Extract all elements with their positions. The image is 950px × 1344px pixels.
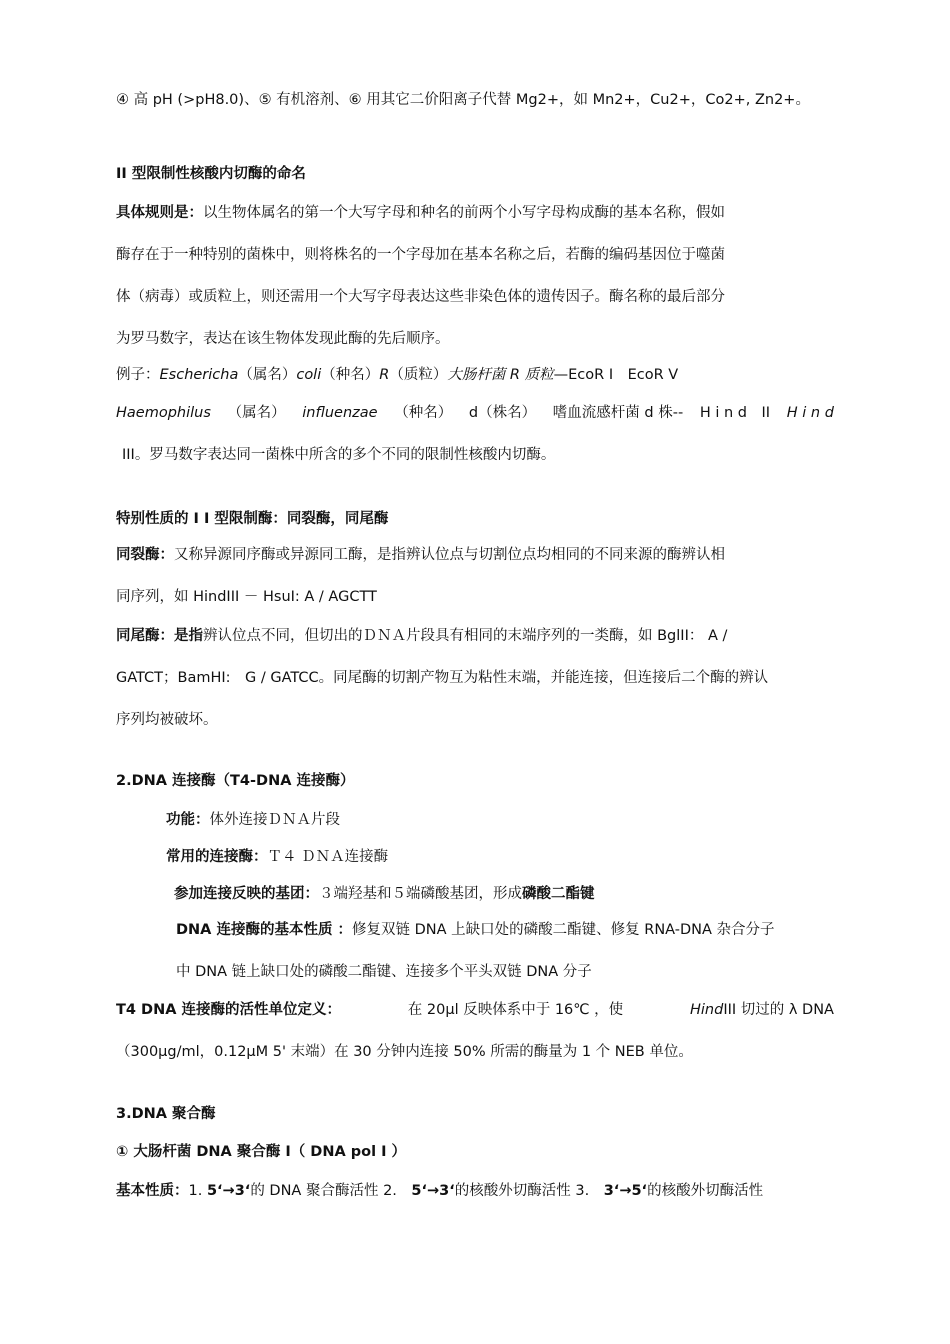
text: GATCT；BamHI: G / GATCC。同尾酶的切割产物互为粘性末端，并能连接，但连接后二个酶的辨认 <box>116 670 769 686</box>
heading-text: II 型限制性核酸内切酶的命名 <box>116 166 306 182</box>
paragraph-rule-line-2 <box>116 245 725 265</box>
heading-dna-polymerase <box>116 1104 216 1124</box>
paragraph-isoschizomer-line-1 <box>116 545 725 565</box>
text: —EcoR I EcoR V <box>553 367 679 383</box>
subheading-pol-i <box>116 1142 406 1162</box>
italic-text: coli <box>296 367 322 383</box>
bold-text: 3‘→5‘ <box>603 1183 648 1199</box>
italic-text: Haemophilus <box>116 405 211 421</box>
ligase-unit-definition-line-1 <box>116 1000 834 1020</box>
paragraph-rule-line-1 <box>116 203 834 223</box>
text: ３端羟基和５端磷酸基团，形成 <box>319 886 522 902</box>
ligase-properties-line-2 <box>176 962 592 982</box>
text: 同序列，如 HindIII － HsuI: A / AGCTT <box>116 589 377 605</box>
paragraph-inhibitors <box>116 90 810 110</box>
label-bold: 同裂酶： <box>116 547 174 563</box>
text: 的核酸外切酶活性 3. <box>454 1183 604 1199</box>
label-bold: 常用的连接酶： <box>166 849 268 865</box>
example-ecoli <box>116 365 678 385</box>
heading-text: 特别性质的 I I 型限制酶：同裂酶，同尾酶 <box>116 511 389 527</box>
example-roman-numerals <box>122 445 555 465</box>
heading-text: 2.DNA 连接酶（T4-DNA 连接酶） <box>116 773 355 789</box>
text: 中 DNA 链上缺口处的磷酸二酯键、连接多个平头双链 DNA 分子 <box>176 964 592 980</box>
italic-text: H i n d <box>786 405 834 421</box>
label-bold: 同尾酶：是指 <box>116 628 203 644</box>
text: （质粒） <box>389 367 448 383</box>
bold-text: 磷酸二酯键 <box>522 886 595 902</box>
paragraph-isocaudomer-line-2 <box>116 668 768 688</box>
text: III。罗马数字表达同一菌株中所含的多个不同的限制性核酸内切酶。 <box>122 447 556 463</box>
heading-dna-ligase <box>116 771 354 791</box>
heading-special-enzymes <box>116 509 388 529</box>
text: （种名） <box>321 367 380 383</box>
italic-text: Eschericha <box>159 367 239 383</box>
text: Ｔ４ ＤＮＡ连接酶 <box>267 849 389 865</box>
text: （300μg/ml，0.12μM 5' 末端）在 30 分钟内连接 50% 所需的酶量为 1 个 NEB 单位。 <box>116 1044 693 1060</box>
text: 体外连接ＤＮＡ片段 <box>209 812 340 828</box>
ligase-groups <box>174 884 595 904</box>
ligase-unit-definition-line-2 <box>116 1042 693 1062</box>
text: （属名） <box>227 405 286 421</box>
text: 在 20μl 反映体系中于 16℃ ，使 <box>407 1002 624 1018</box>
bold-text: 5‘→3‘ <box>411 1183 455 1199</box>
ligase-function <box>166 810 340 830</box>
heading-text: ① 大肠杆菌 DNA 聚合酶 I（ DNA pol I ） <box>116 1144 407 1160</box>
paragraph-isocaudomer-line-3 <box>116 710 218 730</box>
label-bold: 功能： <box>166 812 210 828</box>
text: 修复双链 DNA 上缺口处的磷酸二酯键、修复 RNA-DNA 杂合分子 <box>352 922 775 938</box>
italic-text: influenzae <box>302 405 378 421</box>
text: 又称异源同序酶或异源同工酶，是指辨认位点与切割位点均相同的不同来源的酶辨认相 <box>174 547 725 563</box>
italic-text: 大肠杆菌 R 质粒 <box>447 367 554 383</box>
text: III 切过的 λ DNA <box>723 1002 834 1018</box>
text: 的核酸外切酶活性 <box>647 1183 764 1199</box>
text: d（株名） <box>468 405 537 421</box>
label-bold: DNA 连接酶的基本性质 ： <box>176 922 352 938</box>
text: 酶存在于一种特别的菌株中，则将株名的一个字母加在基本名称之后，若酶的编码基因位于噬菌 <box>116 247 725 263</box>
ligase-common <box>166 847 388 867</box>
heading-naming <box>116 164 306 184</box>
heading-text: 3.DNA 聚合酶 <box>116 1106 216 1122</box>
text: 的 DNA 聚合酶活性 2. <box>250 1183 412 1199</box>
text: 体（病毒）或质粒上，则还需用一个大写字母表达这些非染色体的遗传因子。酶名称的最后部分 <box>116 289 725 305</box>
paragraph-isoschizomer-line-2 <box>116 587 377 607</box>
pol-i-basic-properties <box>116 1181 763 1201</box>
paragraph-rule-line-4 <box>116 329 450 349</box>
text: （种名） <box>394 405 453 421</box>
text: 例子： <box>116 367 160 383</box>
example-haemophilus <box>116 403 834 423</box>
text: 辨认位点不同，但切出的ＤＮＡ片段具有相同的末端序列的一类酶，如 BglII： A / <box>203 628 728 644</box>
italic-text: R <box>379 367 390 383</box>
bold-text: 5‘→3‘ <box>206 1183 251 1199</box>
text: 序列均被破坏。 <box>116 712 218 728</box>
paragraph-rule-line-3 <box>116 287 725 307</box>
text: H i n d II <box>699 405 771 421</box>
text: ④ 高 pH (>pH8.0)、⑤ 有机溶剂、⑥ 用其它二价阳离子代替 Mg2+，如 Mn2+，Cu2+，Co2+, Zn2+。 <box>116 92 810 108</box>
label-bold: 具体规则是： <box>116 205 203 221</box>
text: 为罗马数字，表达在该生物体发现此酶的先后顺序。 <box>116 331 450 347</box>
ligase-properties-line-1 <box>176 920 775 940</box>
text: （属名） <box>238 367 297 383</box>
italic-text: Hind <box>689 1002 724 1018</box>
label-bold: 基本性质： <box>116 1183 189 1199</box>
text: 嗜血流感杆菌 d 株-- <box>552 405 684 421</box>
label-bold: T4 DNA 连接酶的活性单位定义： <box>116 1002 341 1018</box>
paragraph-isocaudomer-line-1 <box>116 626 727 646</box>
label-bold: 参加连接反映的基团： <box>174 886 319 902</box>
text: 以生物体属名的第一个大写字母和种名的前两个小写字母构成酶的基本名称，假如 <box>203 205 725 221</box>
text: 1. <box>188 1183 203 1199</box>
